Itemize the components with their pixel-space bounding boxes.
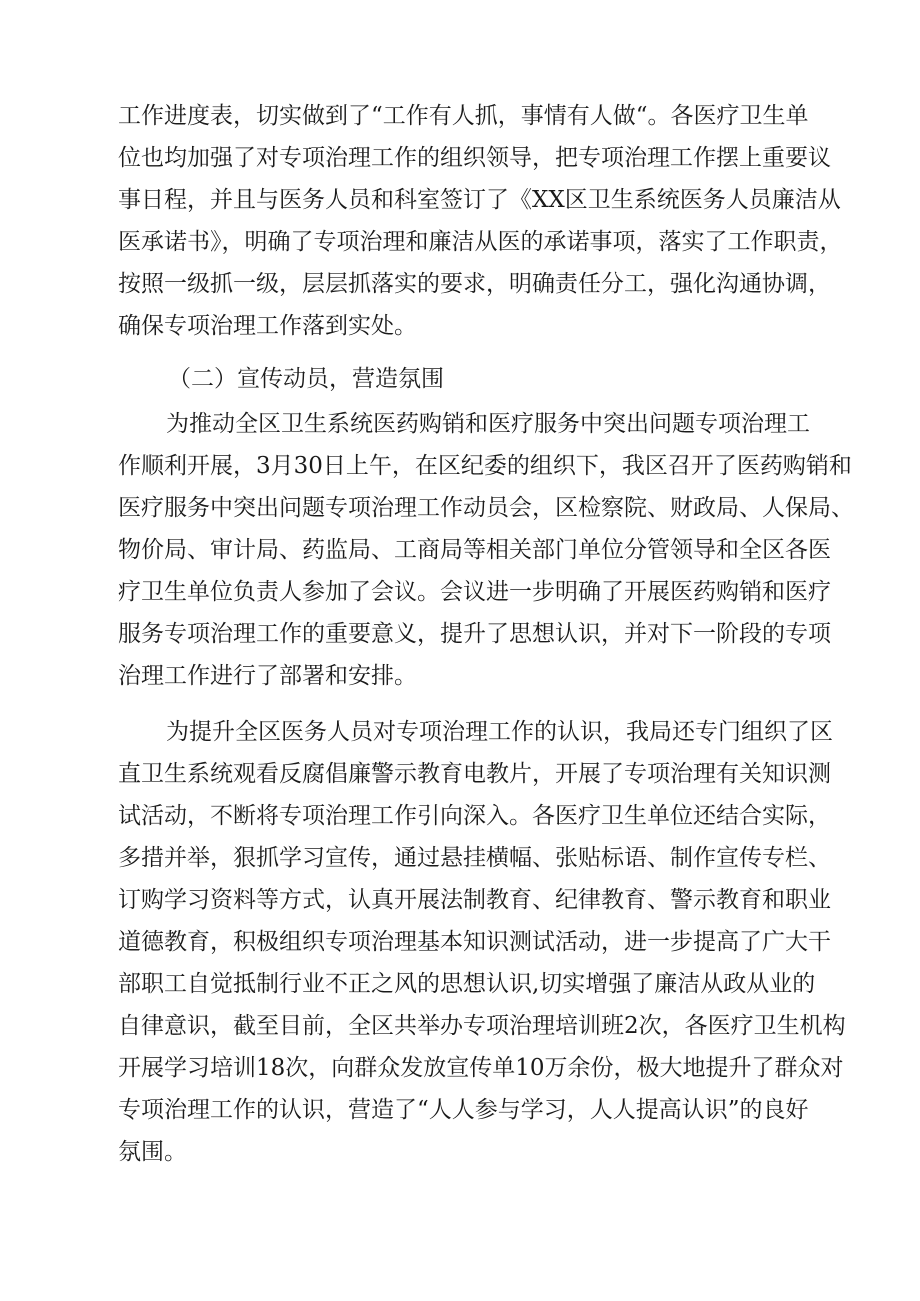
text-line: 事日程，并且与医务人员和科室签订了《XX区卫生系统医务人员廉洁从 (118, 187, 841, 213)
text-line: 位也均加强了对专项治理工作的组织领导，把专项治理工作摆上重要议 (118, 145, 831, 171)
text-line: 工作进度表，切实做到了“工作有人抓，事情有人做“。各医疗卫生单 (118, 103, 809, 129)
text-line: 确保专项治理工作落到实处。 (118, 313, 417, 339)
text-line: 开展学习培训18次，向群众发放宣传单10万余份，极大地提升了群众对 (118, 1055, 844, 1081)
text-line: 服务专项治理工作的重要意义，提升了思想认识，并对下一阶段的专项 (118, 621, 831, 647)
text-line: 按照一级抓一级，层层抓落实的要求，明确责任分工，强化沟通协调， (118, 271, 831, 297)
text-line: 试活动，不断将专项治理工作引向深入。各医疗卫生单位还结合实际， (118, 803, 831, 829)
text-line: 物价局、审计局、药监局、工商局等相关部门单位分管领导和全区各医 (118, 537, 831, 563)
text-line: 为推动全区卫生系统医药购销和医疗服务中突出问题专项治理工 (166, 411, 810, 437)
text-line: 自律意识，截至目前，全区共举办专项治理培训班2次，各医疗卫生机构 (118, 1013, 846, 1039)
text-line: 医疗服务中突出问题专项治理工作动员会，区检察院、财政局、人保局、 (118, 495, 854, 521)
text-line: 治理工作进行了部署和安排。 (118, 663, 417, 689)
text-line: 专项治理工作的认识，营造了“人人参与学习，人人提高认识”的良好 (118, 1097, 809, 1123)
text-line: 订购学习资料等方式，认真开展法制教育、纪律教育、警示教育和职业 (118, 887, 831, 913)
text-line: 直卫生系统观看反腐倡廉警示教育电教片，开展了专项治理有关知识测 (118, 761, 831, 787)
text-line: 部职工自觉抵制行业不正之风的思想认识,切实增强了廉洁从政从业的 (118, 971, 816, 997)
text-line: 多措并举，狠抓学习宣传，通过悬挂横幅、张贴标语、制作宣传专栏、 (118, 845, 831, 871)
text-line: 疗卫生单位负责人参加了会议。会议进一步明确了开展医药购销和医疗 (118, 579, 831, 605)
text-line: 氛围。 (118, 1139, 187, 1165)
text-line: 道德教育，积极组织专项治理基本知识测试活动，进一步提高了广大干 (118, 929, 831, 955)
section-heading: （二）宣传动员，营造氛围 (168, 366, 444, 392)
text-line: 为提升全区医务人员对专项治理工作的认识，我局还专门组织了区 (166, 719, 833, 745)
text-line: 医承诺书》，明确了专项治理和廉洁从医的承诺事项，落实了工作职责， (118, 229, 843, 255)
text-line: 作顺利开展，3月30日上午，在区纪委的组织下，我区召开了医药购销和 (118, 453, 852, 479)
